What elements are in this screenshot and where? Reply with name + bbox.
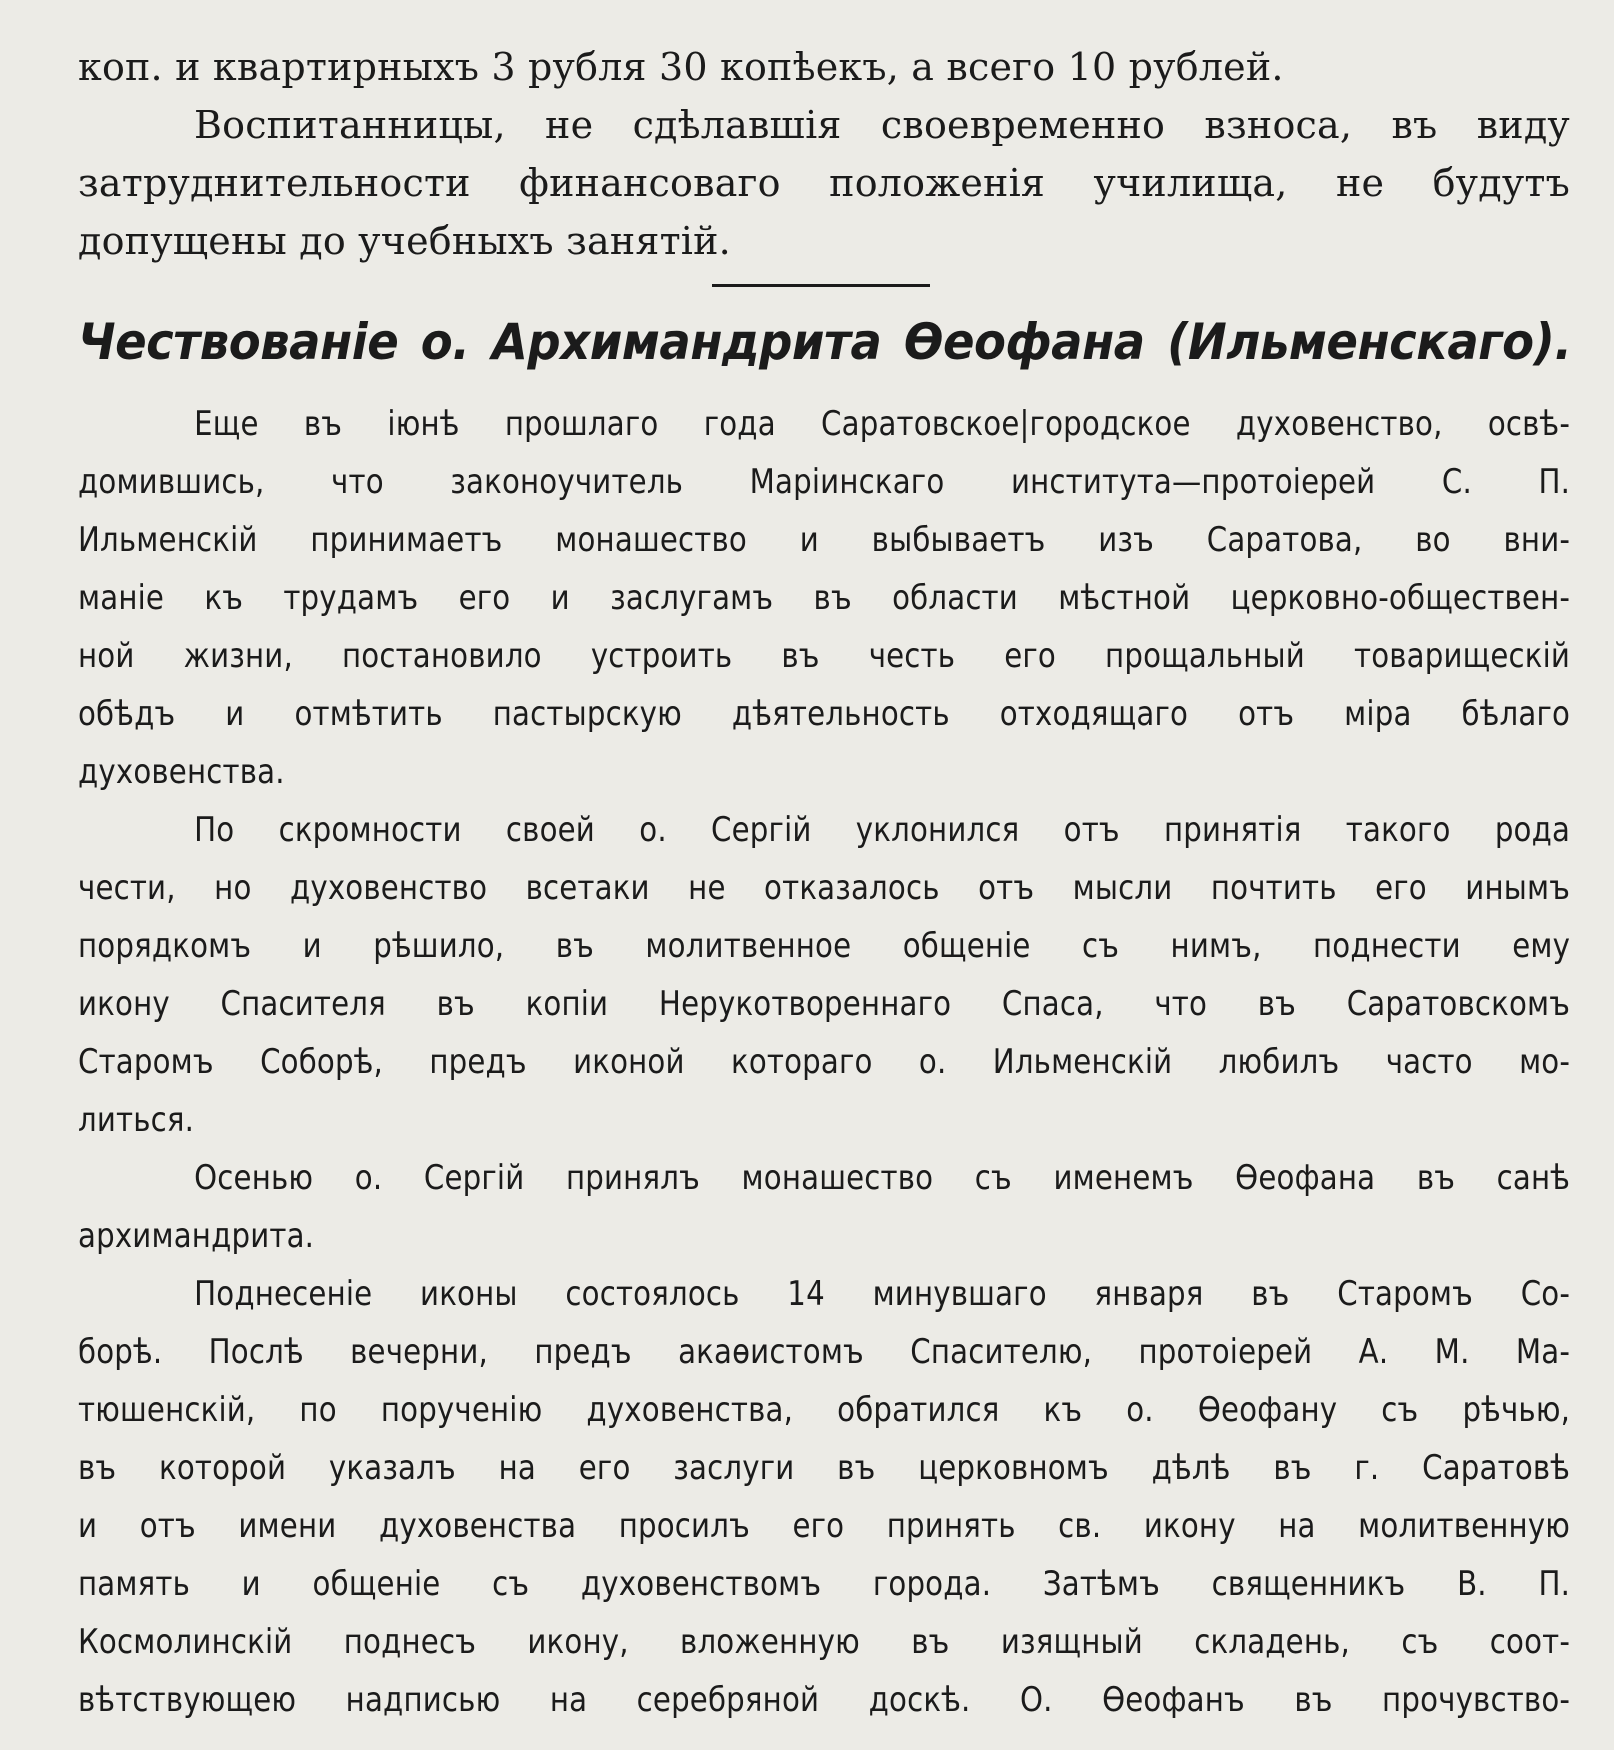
text-line: память и общеніе съ духовенствомъ города. Затѣмъ священникъ В. П.	[78, 1564, 1571, 1604]
text-line: литься.	[78, 1100, 195, 1140]
article-title: Чествованіе о. Архимандрита Өеофана (Ильменскаго).	[78, 313, 1572, 371]
text-line: Воспитанницы, не сдѣлавшія своевременно взноса, въ виду	[194, 103, 1570, 147]
text-column	[78, 38, 1570, 1729]
text-line: допущены до учебныхъ занятій.	[78, 219, 731, 263]
text-line: икону Спасителя въ копіи Нерукотвореннаго Спаса, что въ Саратовскомъ	[78, 984, 1571, 1024]
text-line: По скромности своей о. Сергій уклонился отъ принятія такого рода	[194, 810, 1571, 850]
text-line: духовенства.	[78, 752, 285, 792]
text-line: Поднесеніе иконы состоялось 14 минувшаго января въ Старомъ Со-	[194, 1274, 1571, 1314]
text-line: Ильменскій принимаетъ монашество и выбываетъ изъ Саратова, во вни-	[78, 520, 1571, 560]
article-paragraph-1	[78, 395, 1570, 801]
text-line: въ которой указалъ на его заслуги въ церковномъ дѣлѣ въ г. Саратовѣ	[78, 1448, 1571, 1488]
article-body	[78, 395, 1570, 1729]
text-line: Космолинскій поднесъ икону, вложенную въ изящный складень, съ соот-	[78, 1622, 1571, 1662]
top-paragraph-1	[78, 38, 1570, 96]
text-line: и отъ имени духовенства просилъ его принять св. икону на молитвенную	[78, 1506, 1571, 1546]
section-divider	[712, 284, 930, 287]
text-line: вѣтствующею надписью на серебряной доскѣ. О. Өеофанъ въ прочувство-	[78, 1680, 1571, 1720]
text-line: маніе къ трудамъ его и заслугамъ въ области мѣстной церковно-обществен-	[78, 578, 1571, 618]
text-line: домившись, что законоучитель Маріинскаго института—протоіерей С. П.	[78, 462, 1571, 502]
text-line: коп. и квартирныхъ 3 рубля 30 копѣекъ, а всего 10 рублей.	[78, 45, 1284, 89]
text-line: чести, но духовенство всетаки не отказалось отъ мысли почтить его инымъ	[78, 868, 1571, 908]
text-line: борѣ. Послѣ вечерни, предъ акаѳистомъ Спасителю, протоіерей А. М. Ма-	[78, 1332, 1571, 1372]
text-line: ной жизни, постановило устроить въ честь его прощальный товарищескій	[78, 636, 1571, 676]
text-line: Осенью о. Сергій принялъ монашество съ именемъ Өеофана въ санѣ	[194, 1158, 1571, 1198]
text-line: затруднительности финансоваго положенія училища, не будутъ	[78, 161, 1570, 205]
article-paragraph-3	[78, 1149, 1570, 1265]
text-line: Еще въ іюнѣ прошлаго года Саратовское|городское духовенство, освѣ-	[194, 404, 1571, 444]
article-paragraph-4	[78, 1265, 1570, 1729]
text-line: порядкомъ и рѣшило, въ молитвенное общеніе съ нимъ, поднести ему	[78, 926, 1571, 966]
text-line: обѣдъ и отмѣтить пастырскую дѣятельность отходящаго отъ міра бѣлаго	[78, 694, 1571, 734]
article-paragraph-2	[78, 801, 1570, 1149]
text-line: архимандрита.	[78, 1216, 315, 1256]
text-line: Старомъ Соборѣ, предъ иконой котораго о. Ильменскій любилъ часто мо-	[78, 1042, 1571, 1082]
top-paragraph-2	[78, 96, 1570, 270]
text-line: тюшенскій, по порученію духовенства, обратился къ о. Өеофану съ рѣчью,	[78, 1390, 1571, 1430]
